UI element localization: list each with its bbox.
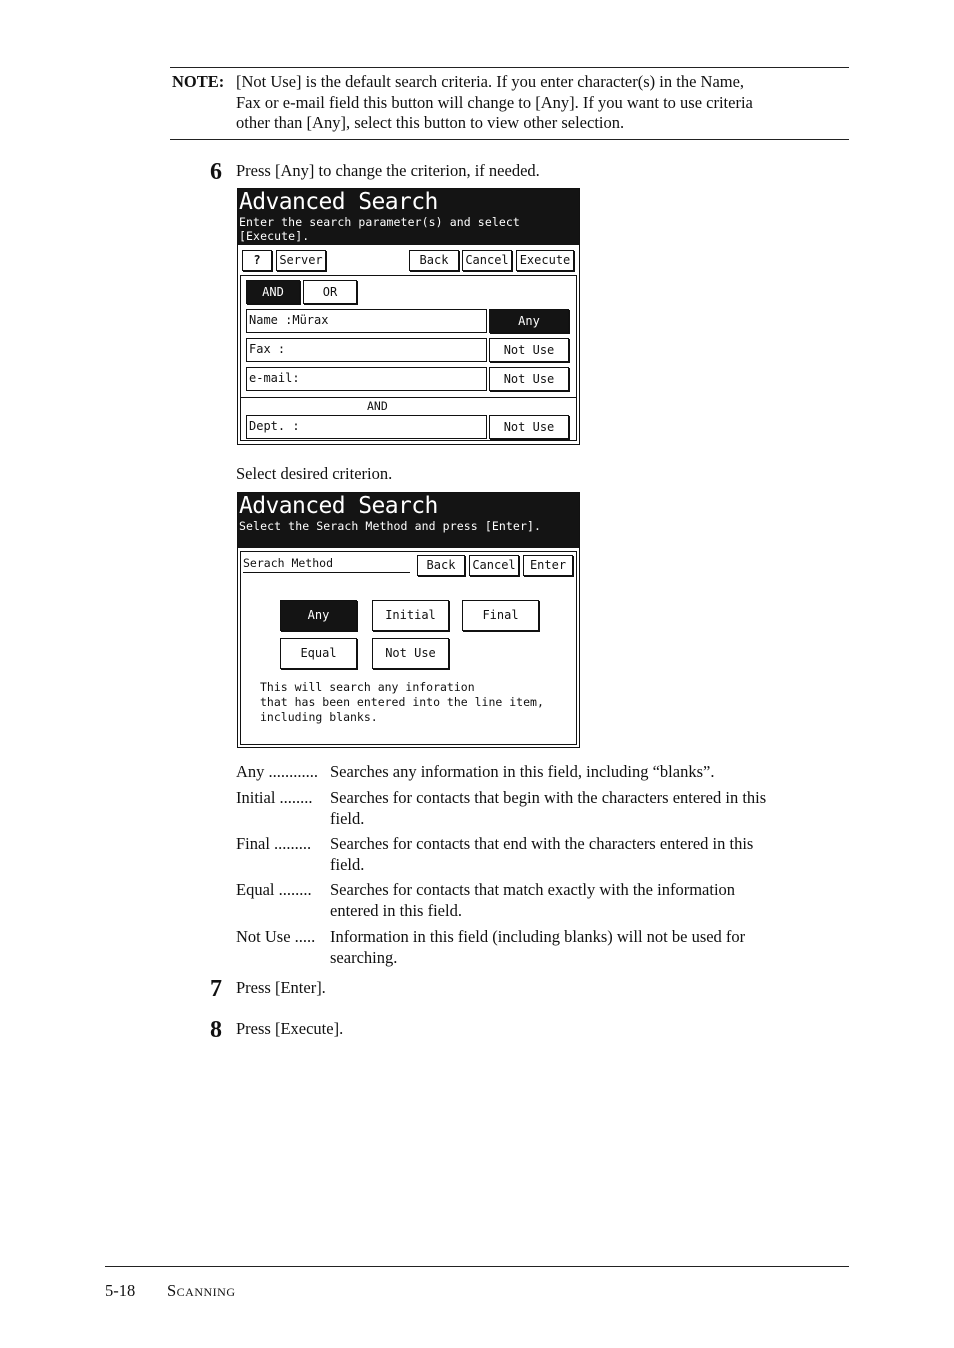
step-number: 6 bbox=[210, 159, 222, 185]
step-text: Press [Any] to change the criterion, if needed. bbox=[236, 161, 540, 180]
method-panel bbox=[240, 551, 577, 745]
screen-header bbox=[238, 189, 579, 245]
name-criteria-button[interactable]: Any bbox=[489, 309, 569, 333]
step-text: Press [Execute]. bbox=[236, 1019, 344, 1038]
step-number: 7 bbox=[210, 976, 222, 1002]
page-number: 5-18 bbox=[105, 1281, 136, 1300]
name-field[interactable]: Name :Mürax bbox=[246, 309, 487, 333]
dept-criteria-button[interactable]: Not Use bbox=[489, 415, 569, 439]
execute-button[interactable]: Execute bbox=[516, 250, 574, 271]
footer-rule bbox=[105, 1266, 849, 1267]
screen-subtitle: [Execute]. bbox=[239, 229, 310, 243]
note-top-rule bbox=[170, 67, 849, 68]
description-line: Information in this field (including blanks) will not be used for bbox=[330, 927, 746, 946]
note-line: Fax or e-mail field this button will change to [Any]. If you want to use criteria bbox=[236, 92, 753, 112]
note-text bbox=[236, 72, 846, 134]
section-name: Scanning bbox=[167, 1281, 236, 1300]
screen-title: Advanced Search bbox=[239, 493, 438, 519]
server-button[interactable]: Server bbox=[276, 250, 326, 271]
email-field[interactable]: e-mail: bbox=[246, 367, 487, 391]
search-form bbox=[240, 275, 577, 441]
enter-button[interactable]: Enter bbox=[523, 555, 573, 576]
description-term: Any ............ bbox=[236, 762, 319, 781]
description-term: Initial ........ bbox=[236, 788, 313, 807]
note-bottom-rule bbox=[170, 139, 849, 140]
fax-criteria-button[interactable]: Not Use bbox=[489, 338, 569, 362]
divider bbox=[241, 397, 576, 398]
step-text: Press [Enter]. bbox=[236, 978, 326, 997]
and-label: AND bbox=[367, 399, 388, 413]
screen-subtitle: Enter the search parameter(s) and select bbox=[239, 215, 520, 229]
help-icon: ? bbox=[253, 253, 261, 267]
option-final[interactable]: Final bbox=[462, 600, 539, 631]
help-button[interactable] bbox=[242, 250, 272, 271]
description-text bbox=[330, 880, 852, 921]
note-label: NOTE: bbox=[172, 72, 225, 91]
description-term: Final ......... bbox=[236, 834, 312, 853]
and-button[interactable]: AND bbox=[246, 280, 300, 304]
description-text bbox=[330, 762, 852, 783]
info-line: that has been entered into the line item, bbox=[260, 695, 544, 709]
option-equal[interactable]: Equal bbox=[280, 638, 357, 669]
search-method-screen bbox=[237, 492, 580, 748]
option-any[interactable]: Any bbox=[280, 600, 357, 631]
dept-field[interactable]: Dept. : bbox=[246, 415, 487, 439]
option-not-use[interactable]: Not Use bbox=[372, 638, 449, 669]
or-button[interactable]: OR bbox=[303, 280, 357, 304]
back-button[interactable]: Back bbox=[409, 250, 459, 271]
advanced-search-screen bbox=[237, 188, 580, 445]
description-line: Searches for contacts that match exactly with the information bbox=[330, 880, 736, 899]
description-line: field. bbox=[330, 854, 365, 874]
screen-header bbox=[238, 493, 579, 548]
description-line: Searches any information in this field, including “blanks”. bbox=[330, 762, 715, 781]
description-line: searching. bbox=[330, 947, 398, 967]
cancel-button[interactable]: Cancel bbox=[462, 250, 512, 271]
description-term: Not Use ..... bbox=[236, 927, 316, 946]
step-number: 8 bbox=[210, 1017, 222, 1043]
fax-field[interactable]: Fax : bbox=[246, 338, 487, 362]
description-line: field. bbox=[330, 808, 365, 828]
description-text bbox=[330, 927, 852, 968]
instruction-text: Select desired criterion. bbox=[236, 464, 393, 483]
screen-title: Advanced Search bbox=[239, 189, 438, 215]
info-line: This will search any inforation bbox=[260, 680, 475, 694]
back-button[interactable]: Back bbox=[417, 555, 465, 576]
email-criteria-button[interactable]: Not Use bbox=[489, 367, 569, 391]
description-line: entered in this field. bbox=[330, 900, 462, 920]
description-text bbox=[330, 834, 852, 875]
option-initial[interactable]: Initial bbox=[372, 600, 449, 631]
description-term: Equal ........ bbox=[236, 880, 312, 899]
description-text bbox=[330, 788, 852, 829]
screen-subtitle: Select the Serach Method and press [Enter]. bbox=[239, 519, 542, 533]
note-line: other than [Any], select this button to view other selection. bbox=[236, 113, 625, 132]
method-label: Serach Method bbox=[243, 555, 410, 573]
description-line: Searches for contacts that begin with the characters entered in this bbox=[330, 788, 767, 807]
info-line: including blanks. bbox=[260, 710, 378, 724]
note-line: [Not Use] is the default search criteria. If you enter character(s) in the Name, bbox=[236, 72, 745, 91]
cancel-button[interactable]: Cancel bbox=[469, 555, 519, 576]
description-line: Searches for contacts that end with the characters entered in this bbox=[330, 834, 754, 853]
